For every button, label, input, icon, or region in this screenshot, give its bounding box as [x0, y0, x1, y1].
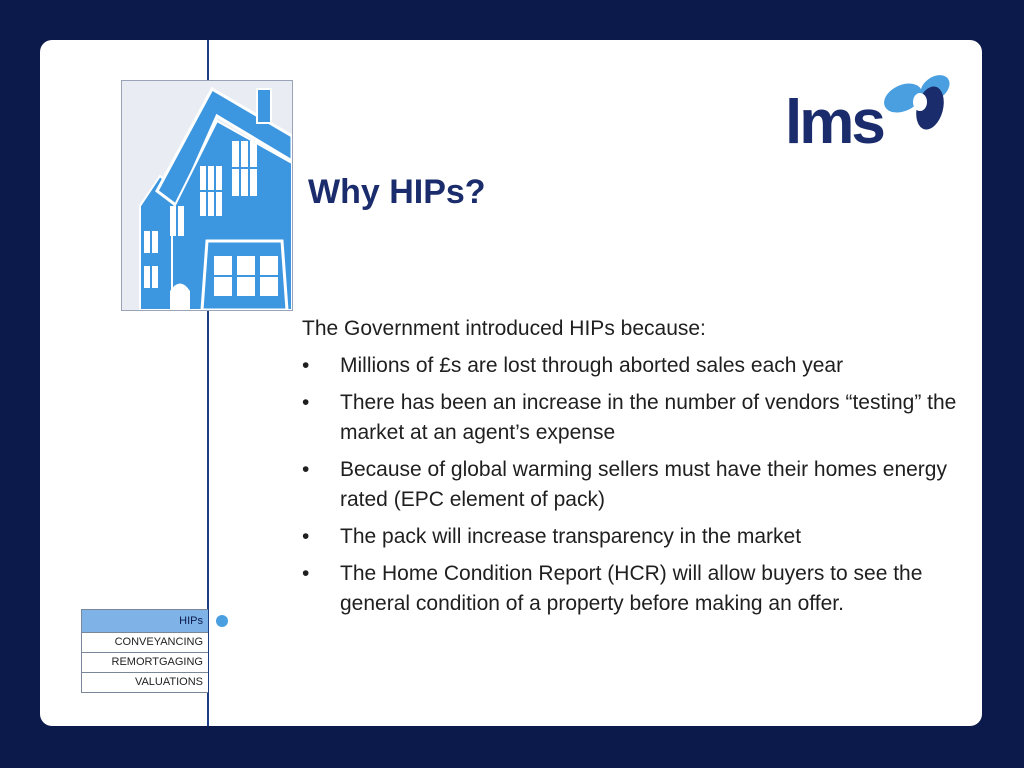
bullet-item: [302, 351, 967, 381]
slide-title: Why HIPs?: [308, 173, 486, 211]
logo-text: lms: [785, 88, 883, 157]
active-indicator-icon: [216, 615, 228, 627]
nav-item-hips[interactable]: HIPs: [81, 610, 208, 633]
bullet-dot-icon: •: [302, 525, 310, 548]
bullet-text: The Home Condition Report (HCR) will allow buyers to see the general condition of a property before making an offer.: [340, 562, 923, 615]
bullet-item: [302, 388, 967, 448]
section-nav: [81, 609, 208, 693]
bullet-text: There has been an increase in the number of vendors “testing” the market at an agent’s expense: [340, 391, 957, 444]
lms-logo: [785, 70, 960, 175]
house-illustration: [121, 80, 293, 311]
bullet-item: [302, 559, 967, 619]
bullet-dot-icon: •: [302, 458, 310, 481]
intro-text: The Government introduced HIPs because:: [302, 317, 706, 340]
bullet-text: Because of global warming sellers must have their homes energy rated (EPC element of pack): [340, 458, 947, 511]
nav-item-remortgaging[interactable]: REMORTGAGING: [81, 653, 208, 673]
nav-item-valuations[interactable]: VALUATIONS: [81, 673, 208, 693]
bullet-dot-icon: •: [302, 354, 310, 377]
nav-item-conveyancing[interactable]: CONVEYANCING: [81, 633, 208, 653]
bullet-text: Millions of £s are lost through aborted sales each year: [340, 354, 844, 377]
slide: [40, 40, 982, 726]
slide-body: [302, 314, 967, 626]
bullet-dot-icon: •: [302, 391, 310, 414]
bullet-text: The pack will increase transparency in the market: [340, 525, 802, 548]
bullet-dot-icon: •: [302, 562, 310, 585]
bullet-item: [302, 455, 967, 515]
bullet-item: [302, 522, 967, 552]
bullet-list: [302, 351, 967, 619]
